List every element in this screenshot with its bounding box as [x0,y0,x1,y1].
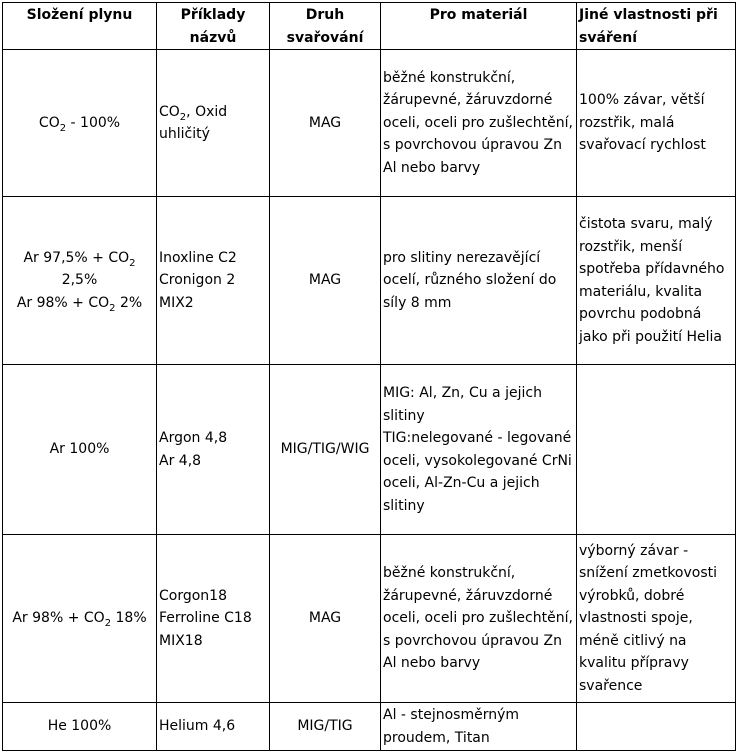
example-name: Ferroline C18 [159,610,252,627]
cell-other-properties [577,703,736,751]
table-row [3,365,736,535]
cell-composition [3,197,157,365]
cell-welding-type: MIG/TIG/WIG [270,365,381,535]
composition-line: Ar $97,5\% + CO_2$ 2,5% [23,249,136,289]
cell-welding-type: MIG/TIG [270,703,381,751]
cell-material: běžné konstrukční, žárupevné, žáruvzdorné oceli, oceli pro zušlechtění, s povrchovou úpravou Zn Al nebo barvy [381,50,577,197]
material-line: MIG: Al, Zn, Cu a jejich slitiny [383,385,542,424]
example-name: Inoxline C2 [159,249,237,266]
header-examples: Příklady názvů [157,3,270,50]
cell-other-properties [577,365,736,535]
example-name: MIX2 [159,294,194,311]
cell-other-properties: čistota svaru, malý rozstřik, menší spotřeba přídavného materiálu, kvalita povrchu podobná jako při použití Helia [577,197,736,365]
cell-examples: $CO_2$, Oxid uhličitý [157,50,270,197]
cell-welding-type: MAG [270,197,381,365]
cell-examples [157,535,270,703]
cell-material: pro slitiny nerezavějící ocelí, různého složení do síly 8 mm [381,197,577,365]
table-row [3,50,736,197]
table-header-row [3,3,736,50]
cell-examples [157,197,270,365]
cell-composition: $CO_2 - 100\%$ [3,50,157,197]
cell-welding-type: MAG [270,50,381,197]
example-name: Ar 4,8 [159,452,202,469]
example-name: Cronigon 2 [159,272,236,289]
table-row [3,535,736,703]
cell-composition: He 100% [3,703,157,751]
example-name: Corgon18 [159,587,227,604]
header-material: Pro materiál [381,3,577,50]
cell-composition: Ar $98\% + CO_2$ 18% [3,535,157,703]
cell-other-properties: 100% závar, větší rozstřik, malá svařovací rychlost [577,50,736,197]
composition-line: Ar $98\% + CO_2$ 2% [16,294,143,314]
cell-material: běžné konstrukční, žárupevné, žáruvzdorné oceli, oceli pro zušlechtění, s povrchovou úpravou Zn Al nebo barvy [381,535,577,703]
material-line: TIG:nelegované - legované oceli, vysokolegované CrNi oceli, Al-Zn-Cu a jejich slitiny [383,430,572,514]
table-row [3,197,736,365]
cell-other-properties: výborný závar - snížení zmetkovosti výrobků, dobré vlastnosti spoje, méně citlivý na kvalitu přípravy svařence [577,535,736,703]
cell-examples [157,365,270,535]
cell-material [381,365,577,535]
gas-welding-table [2,2,736,751]
cell-material: Al - stejnosměrným proudem, Titan [381,703,577,751]
cell-welding-type: MAG [270,535,381,703]
cell-examples: Helium 4,6 [157,703,270,751]
header-composition: Složení plynu [3,3,157,50]
example-name: Argon 4,8 [159,430,228,446]
header-welding-type: Druh svařování [270,3,381,50]
header-other-properties: Jiné vlastnosti při sváření [577,3,736,50]
cell-composition: Ar 100% [3,365,157,535]
example-name: MIX18 [159,632,203,649]
table-row [3,703,736,751]
